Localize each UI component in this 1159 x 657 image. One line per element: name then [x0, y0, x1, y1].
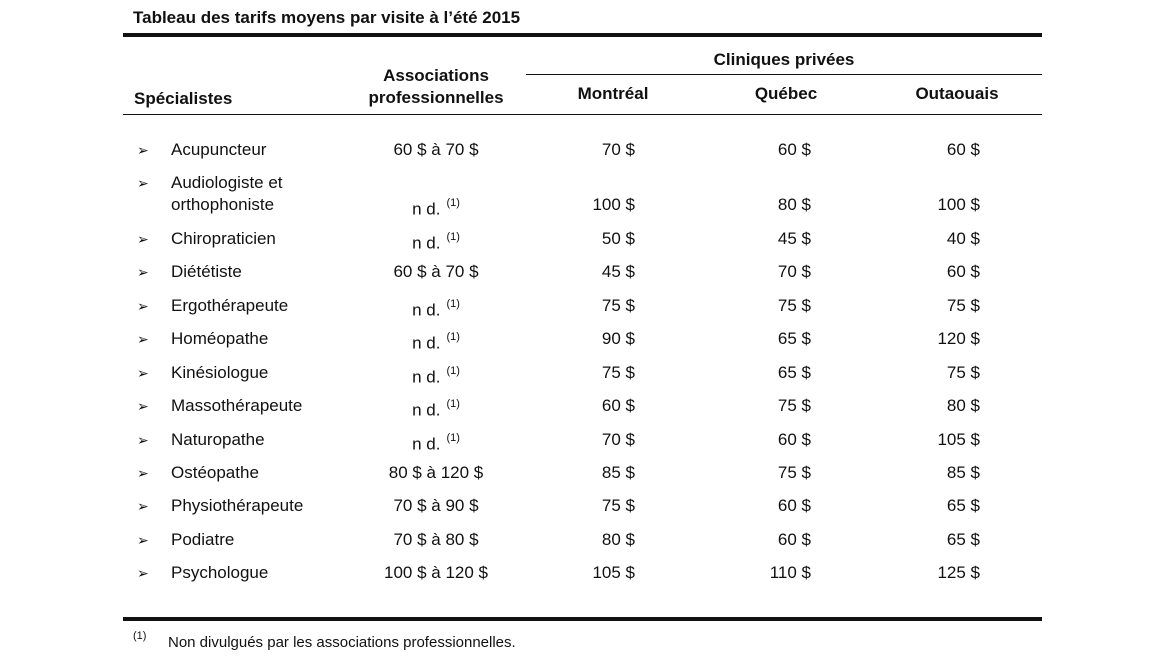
specialist-name: Homéopathe	[171, 329, 269, 348]
header-associations-line1: Associations	[383, 66, 489, 85]
specialist-name: Naturopathe	[171, 430, 265, 449]
association-rate	[346, 261, 526, 283]
association-rate-value: n d.	[412, 367, 441, 387]
association-rate	[346, 362, 526, 389]
header-quebec: Québec	[754, 84, 818, 103]
montreal-rate: 80 $	[601, 530, 635, 549]
association-rate-value: n d.	[412, 400, 441, 420]
row-bullet-icon: ➢	[137, 465, 149, 481]
association-rate-value: 60 $ à 70 $	[393, 262, 479, 281]
footnote-text: Non divulgués par les associations professionnelles.	[168, 634, 516, 651]
header-rule	[123, 114, 1042, 115]
footnote-reference: (1)	[446, 398, 460, 410]
footnote-mark: (1)	[133, 630, 147, 642]
association-rate-value: 70 $ à 80 $	[393, 530, 479, 549]
header-associations-line2: professionnelles	[368, 88, 504, 107]
footnote-reference: (1)	[446, 298, 460, 310]
row-bullet-icon: ➢	[137, 142, 149, 158]
quebec-rate: 110 $	[769, 563, 811, 582]
association-rate-value: 70 $ à 90 $	[393, 496, 479, 515]
quebec-rate: 80 $	[777, 195, 811, 214]
montreal-rate: 75 $	[601, 363, 635, 382]
specialist-name-line2: orthophoniste	[171, 195, 275, 214]
specialist-name: Physiothérapeute	[171, 496, 304, 515]
row-bullet-icon: ➢	[137, 298, 149, 314]
row-bullet-icon: ➢	[137, 432, 149, 448]
outaouais-rate: 60 $	[946, 140, 980, 159]
specialist-name: Chiropraticien	[171, 229, 276, 248]
bottom-rule	[123, 617, 1042, 621]
montreal-rate: 85 $	[601, 463, 635, 482]
association-rate	[346, 295, 526, 322]
association-rate-value: n d.	[412, 199, 441, 219]
association-rate	[346, 429, 526, 456]
association-rate	[346, 194, 526, 221]
row-bullet-icon: ➢	[137, 532, 149, 548]
association-rate-value: 80 $ à 120 $	[388, 463, 484, 482]
outaouais-rate: 75 $	[946, 296, 980, 315]
montreal-rate: 75 $	[601, 496, 635, 515]
outaouais-rate: 65 $	[946, 530, 980, 549]
quebec-rate: 75 $	[777, 463, 811, 482]
outaouais-rate: 60 $	[946, 262, 980, 281]
montreal-rate: 70 $	[601, 140, 635, 159]
specialist-name: Diététiste	[171, 262, 242, 281]
footnote-reference: (1)	[446, 197, 460, 209]
row-bullet-icon: ➢	[137, 498, 149, 514]
group-rule	[526, 74, 1042, 75]
row-bullet-icon: ➢	[137, 264, 149, 280]
association-rate	[346, 139, 526, 161]
outaouais-rate: 85 $	[946, 463, 980, 482]
quebec-rate: 60 $	[777, 140, 811, 159]
row-bullet-icon: ➢	[137, 231, 149, 247]
header-montreal: Montréal	[577, 84, 649, 103]
association-rate	[346, 328, 526, 355]
association-rate	[346, 462, 526, 484]
association-rate	[346, 228, 526, 255]
row-bullet-icon: ➢	[137, 365, 149, 381]
association-rate-value: n d.	[412, 300, 441, 320]
row-bullet-icon: ➢	[137, 565, 149, 581]
association-rate	[346, 495, 526, 517]
header-private-clinics: Cliniques privées	[713, 50, 855, 69]
montreal-rate: 100 $	[592, 195, 635, 214]
montreal-rate: 50 $	[601, 229, 635, 248]
outaouais-rate: 100 $	[937, 195, 980, 214]
association-rate-value: n d.	[412, 233, 441, 253]
association-rate-value: n d.	[412, 333, 441, 353]
montreal-rate: 90 $	[601, 329, 635, 348]
quebec-rate: 60 $	[777, 430, 811, 449]
outaouais-rate: 75 $	[946, 363, 980, 382]
quebec-rate: 75 $	[777, 296, 811, 315]
specialist-name: Audiologiste et	[171, 173, 283, 192]
specialist-name: Massothérapeute	[171, 396, 303, 415]
footnote-reference: (1)	[446, 331, 460, 343]
association-rate-value: n d.	[412, 434, 441, 454]
quebec-rate: 45 $	[777, 229, 811, 248]
quebec-rate: 65 $	[777, 363, 811, 382]
montreal-rate: 105 $	[592, 563, 635, 582]
specialist-name: Podiatre	[171, 530, 235, 549]
montreal-rate: 75 $	[601, 296, 635, 315]
footnote-reference: (1)	[446, 365, 460, 377]
header-outaouais: Outaouais	[915, 84, 999, 103]
outaouais-rate: 65 $	[946, 496, 980, 515]
quebec-rate: 75 $	[777, 396, 811, 415]
quebec-rate: 70 $	[777, 262, 811, 281]
row-bullet-icon: ➢	[137, 331, 149, 347]
quebec-rate: 60 $	[777, 496, 811, 515]
outaouais-rate: 120 $	[937, 329, 980, 348]
association-rate	[346, 529, 526, 551]
association-rate-value: 100 $ à 120 $	[384, 563, 488, 582]
table-title: Tableau des tarifs moyens par visite à l’été 2015	[133, 8, 521, 27]
row-bullet-icon: ➢	[137, 175, 149, 191]
top-rule	[123, 33, 1042, 37]
specialist-name: Psychologue	[171, 563, 269, 582]
specialist-name: Ergothérapeute	[171, 296, 289, 315]
header-associations	[346, 65, 526, 109]
specialist-name: Kinésiologue	[171, 363, 269, 382]
outaouais-rate: 105 $	[937, 430, 980, 449]
association-rate	[346, 562, 526, 584]
montreal-rate: 60 $	[601, 396, 635, 415]
footnote-reference: (1)	[446, 432, 460, 444]
quebec-rate: 60 $	[777, 530, 811, 549]
association-rate	[346, 395, 526, 422]
association-rate-value: 60 $ à 70 $	[393, 140, 479, 159]
outaouais-rate: 80 $	[946, 396, 980, 415]
specialist-name: Acupuncteur	[171, 140, 267, 159]
outaouais-rate: 40 $	[946, 229, 980, 248]
quebec-rate: 65 $	[777, 329, 811, 348]
header-specialists: Spécialistes	[134, 89, 233, 108]
specialist-name: Ostéopathe	[171, 463, 259, 482]
footnote-reference: (1)	[446, 231, 460, 243]
row-bullet-icon: ➢	[137, 398, 149, 414]
montreal-rate: 45 $	[601, 262, 635, 281]
montreal-rate: 70 $	[601, 430, 635, 449]
outaouais-rate: 125 $	[937, 563, 980, 582]
